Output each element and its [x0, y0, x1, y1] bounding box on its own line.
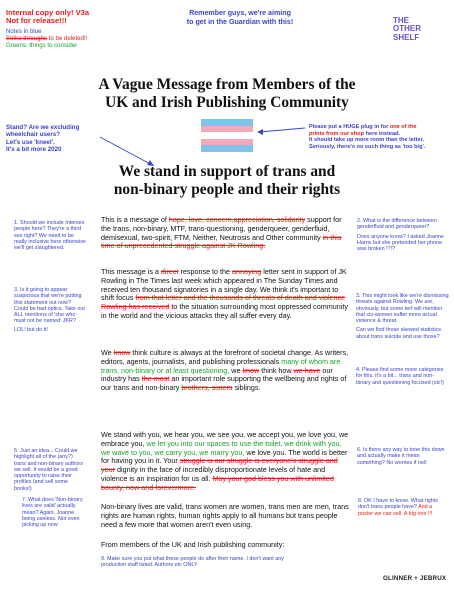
internal-line-2: Not for release!!!	[6, 16, 67, 26]
footer-logo: GLINNER + JEBRUX	[383, 575, 447, 582]
paragraph-2: This message is a direct response to the annoying letter sent in support of JK Rowling in The Times last week which appeared in The Sunday Times and received ten thousand signatories in a single day. We think it's important to shift focus from that letter and the thousands of threats of death and violence Rowling has received to the situation surrounding most oppressed community in the world and the vicious attacks they all suffer every day.	[101, 267, 348, 320]
note-stand-line-2: wheelchair users?	[6, 131, 60, 139]
note-plug-line-2: prints from our shop here instead.	[309, 130, 401, 137]
note-4: 4. Please find some more categories for this. it's a bit... trans and non-binary and questioning focused (sic!)	[356, 367, 444, 386]
legend-strike: Strike throughs	[6, 35, 47, 42]
note-plug	[309, 124, 454, 151]
paragraph-1: This is a message of hope, love, concern,appreciation, solidarity support for the trans, non-binary, MTF, trans-questioning, genderqueer, genderfluid, demisexual, two-spirit, FTM, Neither, Neutrosis and Other community in this time of unprecedented struggle against JK Rowling.	[101, 215, 342, 251]
guardian-note-line-2: to get in the Guardian with this!	[186, 17, 294, 26]
note-9: 9. Make sure you put what these people do after their name. I don't want any production staff listed. Authors etc ONLY	[101, 556, 284, 569]
brand-line-2: OTHER	[393, 24, 421, 34]
note-7: 7. What does 'Non-binary lives are valid' actually mean? Again, Joanne being useless. Not even picking up now	[22, 497, 83, 529]
arrow-stand	[100, 137, 154, 166]
legend-greens: Greens: things to consider	[6, 42, 78, 49]
note-5: 5. Just an idea... Could we highlight all of the (any?) trans and non-binary authors we sell. It would be a good opportunity to raise their profiles (and sell some books!)	[14, 448, 83, 492]
arrow-plug-head	[257, 129, 263, 135]
note-3: 3. Is it going to appear suspicious that we're putting this statement out now? Could be bad optics. Take out ALL mentions of 'she who must not be named' JKR? LOL! but do it!	[14, 287, 85, 333]
paragraph-3: We know think culture is always at the forefront of societal change. As writers, editors, agents, journalists, and publishing professionals many of whom are trans, non-binary or at least questioning, we know think how we have our industry has the most an important role supporting the wellbeing and rights of our trans and non-binary brothers, sisters siblings.	[101, 348, 349, 393]
internal-line-1: Internal copy only! V3a	[6, 8, 90, 17]
title-line-2: UK and Irish Publishing Community	[105, 93, 349, 111]
subtitle	[60, 163, 394, 198]
guardian-note-line-1: Remember guys, we're aiming	[189, 9, 291, 17]
subtitle-line-2: non-binary people and their rights	[113, 180, 341, 198]
brand-line-3: SHELF	[393, 32, 420, 42]
note-stand-line-4: It's a bit more 2020	[6, 145, 62, 153]
paragraph-5: Non-binary lives are valid, trans women are women, trans men are men, trans rights are human rights, human rights apply to all humans but trans people need a few more that women aren't even using.	[101, 502, 349, 529]
sign-off: From members of the UK and Irish publishing community:	[101, 540, 285, 549]
brand-line-1: THE	[393, 16, 409, 25]
note-plug-line-3: It should take up more room than the letter.	[309, 137, 424, 144]
paragraph-4: We stand with you, we hear you, we see you, we accept you, we love you, we embrace you, we let you into our spaces to use the toilet, we drink with you, we wave to you, we carry you, we marry you, we love you. The world is better for having you in it. Your struggle is our struggle is everyone's struggle and your dignity in the face of incredibly disproportionate levels of hate and violence is an inspiration for us all. May your god bless you with unlimited bounty, now and forevermore.	[101, 430, 349, 492]
note-plug-line-4: Seriously, there's no such thing as 'too big'.	[309, 144, 426, 151]
note-1: 1. Should we include Intersex people here? They're a third sex right? We need to be really inclusive here otherwise we'll get slaughtered.	[14, 220, 86, 252]
note-8: 8. OK I have to know. What rights don't trans people have? And a poster we can sell. A big one !!!	[358, 498, 438, 517]
arrow-plug	[259, 128, 305, 132]
note-stand-line-3: Let's use 'kneel'.	[6, 138, 55, 146]
title-line-1: A Vague Message from Members of the	[98, 76, 356, 93]
subtitle-line-1: We stand in support of trans and	[118, 163, 336, 180]
note-6: 6. Is there any way to tone this down and actually make it mean something? No worries if not!	[357, 447, 445, 466]
note-3-right: 3. This might look like we're dismissing threats against Rowling. We are, obviously, but some terf will mention that cis-women suffer more actual violence & threat. Can we find those skewed statistics about trans suicide and use those?	[356, 293, 449, 340]
note-plug-line-1: Please put a HUGE plug in for one of the	[309, 124, 417, 130]
note-2: 2. What is the difference between genderfluid and genderqueer? Does anyone know? I asked Joanne Harris but she pretended her phone was broken !?!?	[357, 218, 444, 253]
note-stand-line-1: Stand? Are we excluding	[6, 124, 80, 131]
legend-strike-suffix: to be deleted!!	[46, 35, 88, 42]
legend-notes: Notes in blue	[6, 28, 42, 35]
